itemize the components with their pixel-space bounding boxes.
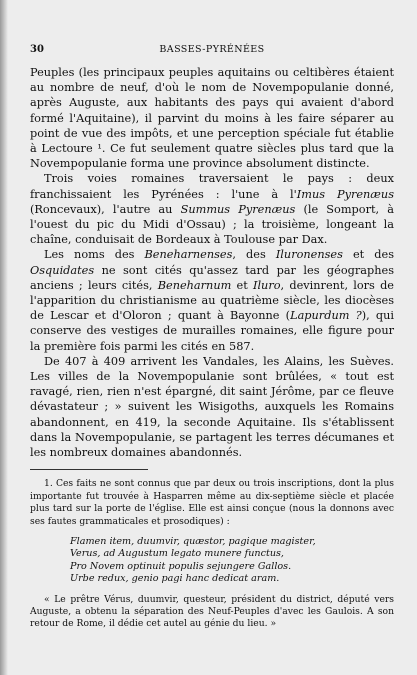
inscription-translation: « Le prêtre Vérus, duumvir, questeur, président du district, député vers Auguste, a obtenu la séparation des Neuf-Peuples d'avec les Gaulois. A son retour de Rome, il dédie cet autel au génie du lieu. »: [30, 593, 394, 630]
text-run: et: [231, 278, 253, 292]
paragraph-1: Peuples (les principaux peuples aquitains ou celtibères étaient au nombre de neuf, d'où le nom de Novempopulanie donné, après Auguste, aux habitants des pays qui avaient d'abord formé l'Aquitaine), il parvint du moins à les faire séparer au point de vue des impôts, et une perception spéciale fut établie à Lectoure ¹. Ce fut seulement quatre siècles plus tard que la Novempopulanie forma une province absolument distincte.: [30, 66, 394, 171]
latin-term: Imus Pyrenæus: [296, 187, 394, 201]
footnote-separator: [30, 469, 148, 470]
latin-inscription: [70, 536, 394, 586]
footnote-text: 1. Ces faits ne sont connus que par deux ou trois inscriptions, dont la plus importante fut trouvée à Hasparren même au dix-septième siècle et placée plus tard sur la porte de l'église. Elle est ainsi conçue (nous la donnons avec ses fautes grammaticales et prosodiques) :: [30, 478, 394, 527]
latin-term: Summus Pyrenæus: [180, 202, 296, 216]
latin-term: Beneharnum: [157, 278, 232, 292]
latin-term: Lapurdum ?: [290, 309, 362, 323]
latin-term: Iluro: [252, 278, 281, 292]
text-run: et des: [342, 248, 394, 262]
latin-term: Beneharnenses: [144, 248, 233, 262]
text-run: (le Somport, à l'ouest du pic du Midi d'Ossau) ; la troisième, longeant la chaîne, conduisait de Bordeaux à Toulouse par Dax.: [30, 202, 395, 247]
inscription-line: Pro Novem optinuit populis sejungere Gallos.: [70, 560, 292, 572]
paragraph-2: [30, 171, 394, 247]
page-header: [30, 44, 394, 58]
inscription-line: Verus, ad Augustum legato munere functus,: [70, 548, 284, 560]
main-text: [30, 65, 394, 631]
footnote: [30, 478, 394, 630]
text-run: Les noms des: [44, 248, 145, 262]
paragraph-3: [30, 247, 394, 353]
inscription-line: Flamen item, duumvir, quæstor, pagique magister,: [70, 535, 316, 547]
text-run: ne sont cités qu'assez tard par les géographes anciens ; leurs cités,: [30, 263, 394, 292]
paragraph-4: De 407 à 409 arrivent les Vandales, les Alains, les Suèves. Les villes de la Novempopulanie sont brûlées, « tout est ravagé, rien, rien n'est épargné, dit saint Jérôme, par ce fleuve dévastateur ; » suivent les Wisigoths, auxquels les Romains abandonnent, en 419, la seconde Aquitaine. Ils s'établissent dans la Novempopulanie, se partagent les terres décumanes et les nombreux domaines abandonnés.: [30, 354, 394, 460]
page-number: 30: [30, 44, 44, 55]
text-run: , des: [232, 248, 276, 262]
text-run: ), qui conserve des vestiges de murailles romaines, elle figure pour la première fois parmi les cités en 587.: [30, 309, 394, 353]
latin-term: Iluronenses: [275, 248, 343, 262]
text-run: , devinrent, lors de l'apparition du christianisme au quatrième siècle, les diocèses de Lescar et d'Oloron ; quant à Bayonne (: [30, 278, 394, 323]
text-run: Trois voies romaines traversaient le pays : deux franchissaient les Pyrénées : l'une à l': [30, 172, 394, 201]
scan-edge-shadow: [0, 0, 8, 675]
text-run: (Roncevaux), l'autre au: [30, 202, 181, 216]
running-title: BASSES-PYRÉNÉES: [159, 44, 265, 55]
inscription-line: Urbe redux, genio pagi hanc dedicat aram.: [70, 573, 280, 585]
latin-term: Osquidates: [30, 263, 95, 277]
